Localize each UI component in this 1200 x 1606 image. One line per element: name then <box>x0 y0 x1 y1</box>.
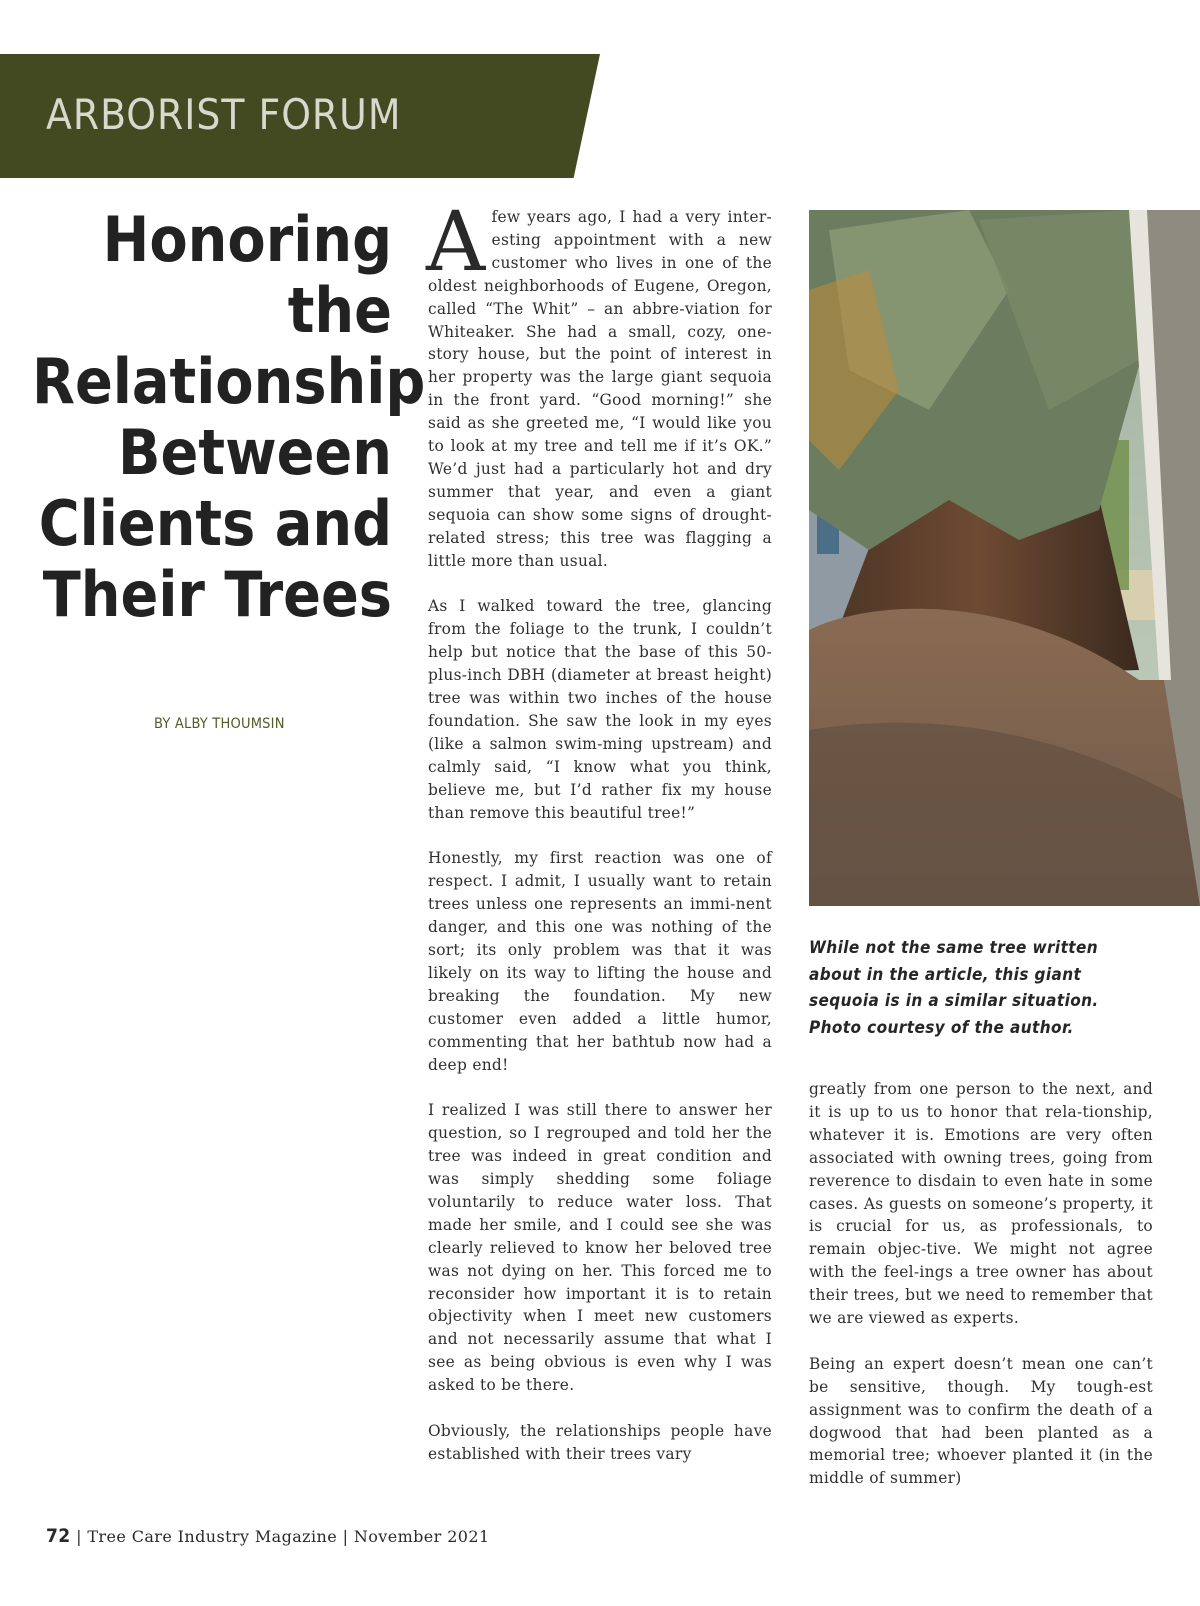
title-line: the <box>287 274 392 347</box>
paragraph: Obviously, the relationships people have established with their trees vary <box>428 1421 772 1463</box>
article-title <box>32 203 426 631</box>
article-column-1 <box>426 195 772 1466</box>
paragraph: Being an expert doesn’t mean one can’t be sensitive, though. My tough-est assignment was to confirm the death of a dogwood that had been planted as a memorial tree; whoever planted it (in the middle of summer) <box>809 1354 1153 1488</box>
paragraph-text: few years ago, I had a very inter-esting appointment with a new customer who lives in one of the oldest neighborhoods of Eugene, Oregon, called “The Whit” – an abbre-viation for Whiteaker. She had a small, cozy, one-story house, but the point of interest in her property was the large giant sequoia in the front yard. “Good morning!” she said as she greeted me, “I would like you to look at my tree and tell me if it’s OK.” We’d just had a particularly hot and dry summer that year, and even a giant sequoia can show some signs of drought-related stress; this tree was flagging a little more than usual. <box>428 208 772 570</box>
paragraph: As I walked toward the tree, glancing from the foliage to the trunk, I couldn’t help but notice that the base of this 50-plus-inch DBH (diameter at breast height) tree was within two inches of the house foundation. She saw the look in my eyes (like a salmon swim-ming upstream) and calmly said, “I know what you think, believe me, but I’d rather fix my house than remove this beautiful tree!” <box>428 597 772 822</box>
title-line: Their Trees <box>42 558 392 631</box>
title-line: Honoring <box>102 203 392 276</box>
sequoia-photo <box>809 210 1200 906</box>
drop-cap: A <box>426 195 486 290</box>
photo-caption: While not the same tree written about in the article, this giant sequoia is in a similar situation. Photo courtesy of the author. <box>809 938 1099 1038</box>
paragraph <box>426 195 772 573</box>
paragraph: greatly from one person to the next, and it is up to us to honor that rela-tionship, whatever it is. Emotions are very often associated with owning trees, going from reverence to disdain to even hate in some cases. As guests on someone’s property, it is crucial for us, as professionals, to remain objec-tive. We might not agree with the feel-ings a tree owner has about their trees, but we need to remember that we are viewed as experts. <box>809 1080 1153 1328</box>
page-footer <box>46 1525 490 1547</box>
title-line: Between <box>118 416 392 489</box>
article-column-2 <box>809 1078 1153 1490</box>
page-number: 72 <box>46 1525 71 1547</box>
paragraph: I realized I was still there to answer her question, so I regrouped and told her the tree was indeed in great condition and was simply shedding some foliage voluntarily to reduce water loss. That made her smile, and I could see she was clearly relieved to know her beloved tree was not dying on her. This forced me to reconsider how important it is to retain objectivity when I meet new customers and not necessarily assume that what I see as being obvious is even why I was asked to be there. <box>428 1101 772 1395</box>
title-line: Relationship <box>32 345 426 418</box>
paragraph: Honestly, my first reaction was one of respect. I admit, I usually want to retain trees unless one represents an immi-nent danger, and this one was nothing of the sort; its only problem was that it was likely on its way to lifting the house and breaking the foundation. My new customer even added a little humor, commenting that her bathtub now had a deep end! <box>428 849 772 1074</box>
section-label: ARBORIST FORUM <box>46 90 402 139</box>
byline: BY ALBY THOUMSIN <box>154 716 285 732</box>
title-line: Clients and <box>38 487 392 560</box>
footer-text: | Tree Care Industry Magazine | November 2021 <box>70 1527 490 1546</box>
